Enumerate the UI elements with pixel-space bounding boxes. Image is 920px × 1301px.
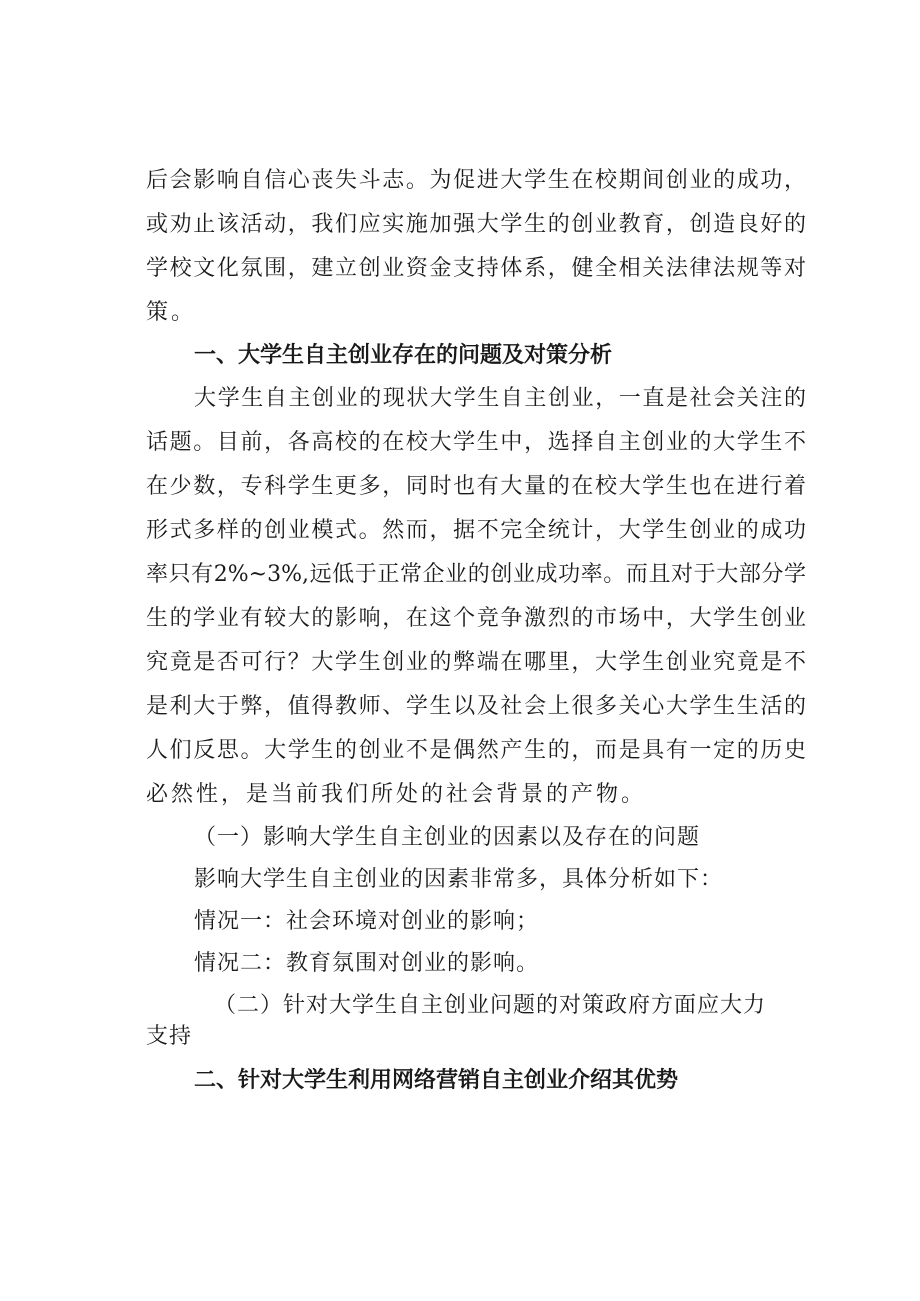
section1-paragraph-line-4: 形式多样的创业模式。然而，据不完全统计，大学生创业的成功 bbox=[146, 518, 806, 543]
section1-paragraph-line-9: 人们反思。大学生的创业不是偶然产生的，而是具有一定的历史 bbox=[146, 738, 806, 763]
subsection1-intro: 影响大学生自主创业的因素非常多，具体分析如下： bbox=[194, 867, 724, 892]
section1-paragraph-line-5: 率只有2%~3%,远低于正常企业的创业成功率。而且对于大部分学 bbox=[146, 562, 806, 587]
section1-paragraph-line-3: 在少数，专科学生更多，同时也有大量的在校大学生也在进行着 bbox=[146, 474, 806, 499]
section1-paragraph-line-8: 是利大于弊，值得教师、学生以及社会上很多关心大学生生活的 bbox=[146, 694, 806, 719]
intro-line-3: 学校文化氛围，建立创业资金支持体系，健全相关法律法规等对 bbox=[146, 256, 806, 281]
intro-line-1: 后会影响自信心丧失斗志。为促进大学生在校期间创业的成功， bbox=[146, 168, 806, 193]
section1-paragraph-line-1: 大学生自主创业的现状大学生自主创业，一直是社会关注的 bbox=[194, 386, 806, 411]
subsection1-heading: （一）影响大学生自主创业的因素以及存在的问题 bbox=[194, 825, 701, 850]
section1-paragraph-line-2: 话题。目前，各高校的在校大学生中，选择自主创业的大学生不 bbox=[146, 430, 806, 455]
section2-heading: 二、针对大学生利用网络营销自主创业介绍其优势 bbox=[194, 1068, 679, 1093]
subsection2-heading-line-2: 支持 bbox=[146, 1024, 193, 1049]
case-2: 情况二：教育氛围对创业的影响。 bbox=[194, 951, 540, 976]
case-1: 情况一：社会环境对创业的影响； bbox=[194, 909, 540, 934]
section1-paragraph-line-10: 必然性，是当前我们所处的社会背景的产物。 bbox=[146, 782, 647, 807]
intro-line-4: 策。 bbox=[146, 300, 197, 325]
section1-paragraph-line-6: 生的学业有较大的影响，在这个竞争激烈的市场中，大学生创业 bbox=[146, 606, 806, 631]
section1-paragraph-line-7: 究竟是否可行？大学生创业的弊端在哪里，大学生创业究竟是不 bbox=[146, 650, 806, 675]
subsection2-heading-line-1: （二）针对大学生自主创业问题的对策政府方面应大力 bbox=[214, 993, 767, 1018]
intro-line-2: 或劝止该活动，我们应实施加强大学生的创业教育，创造良好的 bbox=[146, 212, 806, 237]
section1-heading: 一、大学生自主创业存在的问题及对策分析 bbox=[194, 343, 613, 368]
